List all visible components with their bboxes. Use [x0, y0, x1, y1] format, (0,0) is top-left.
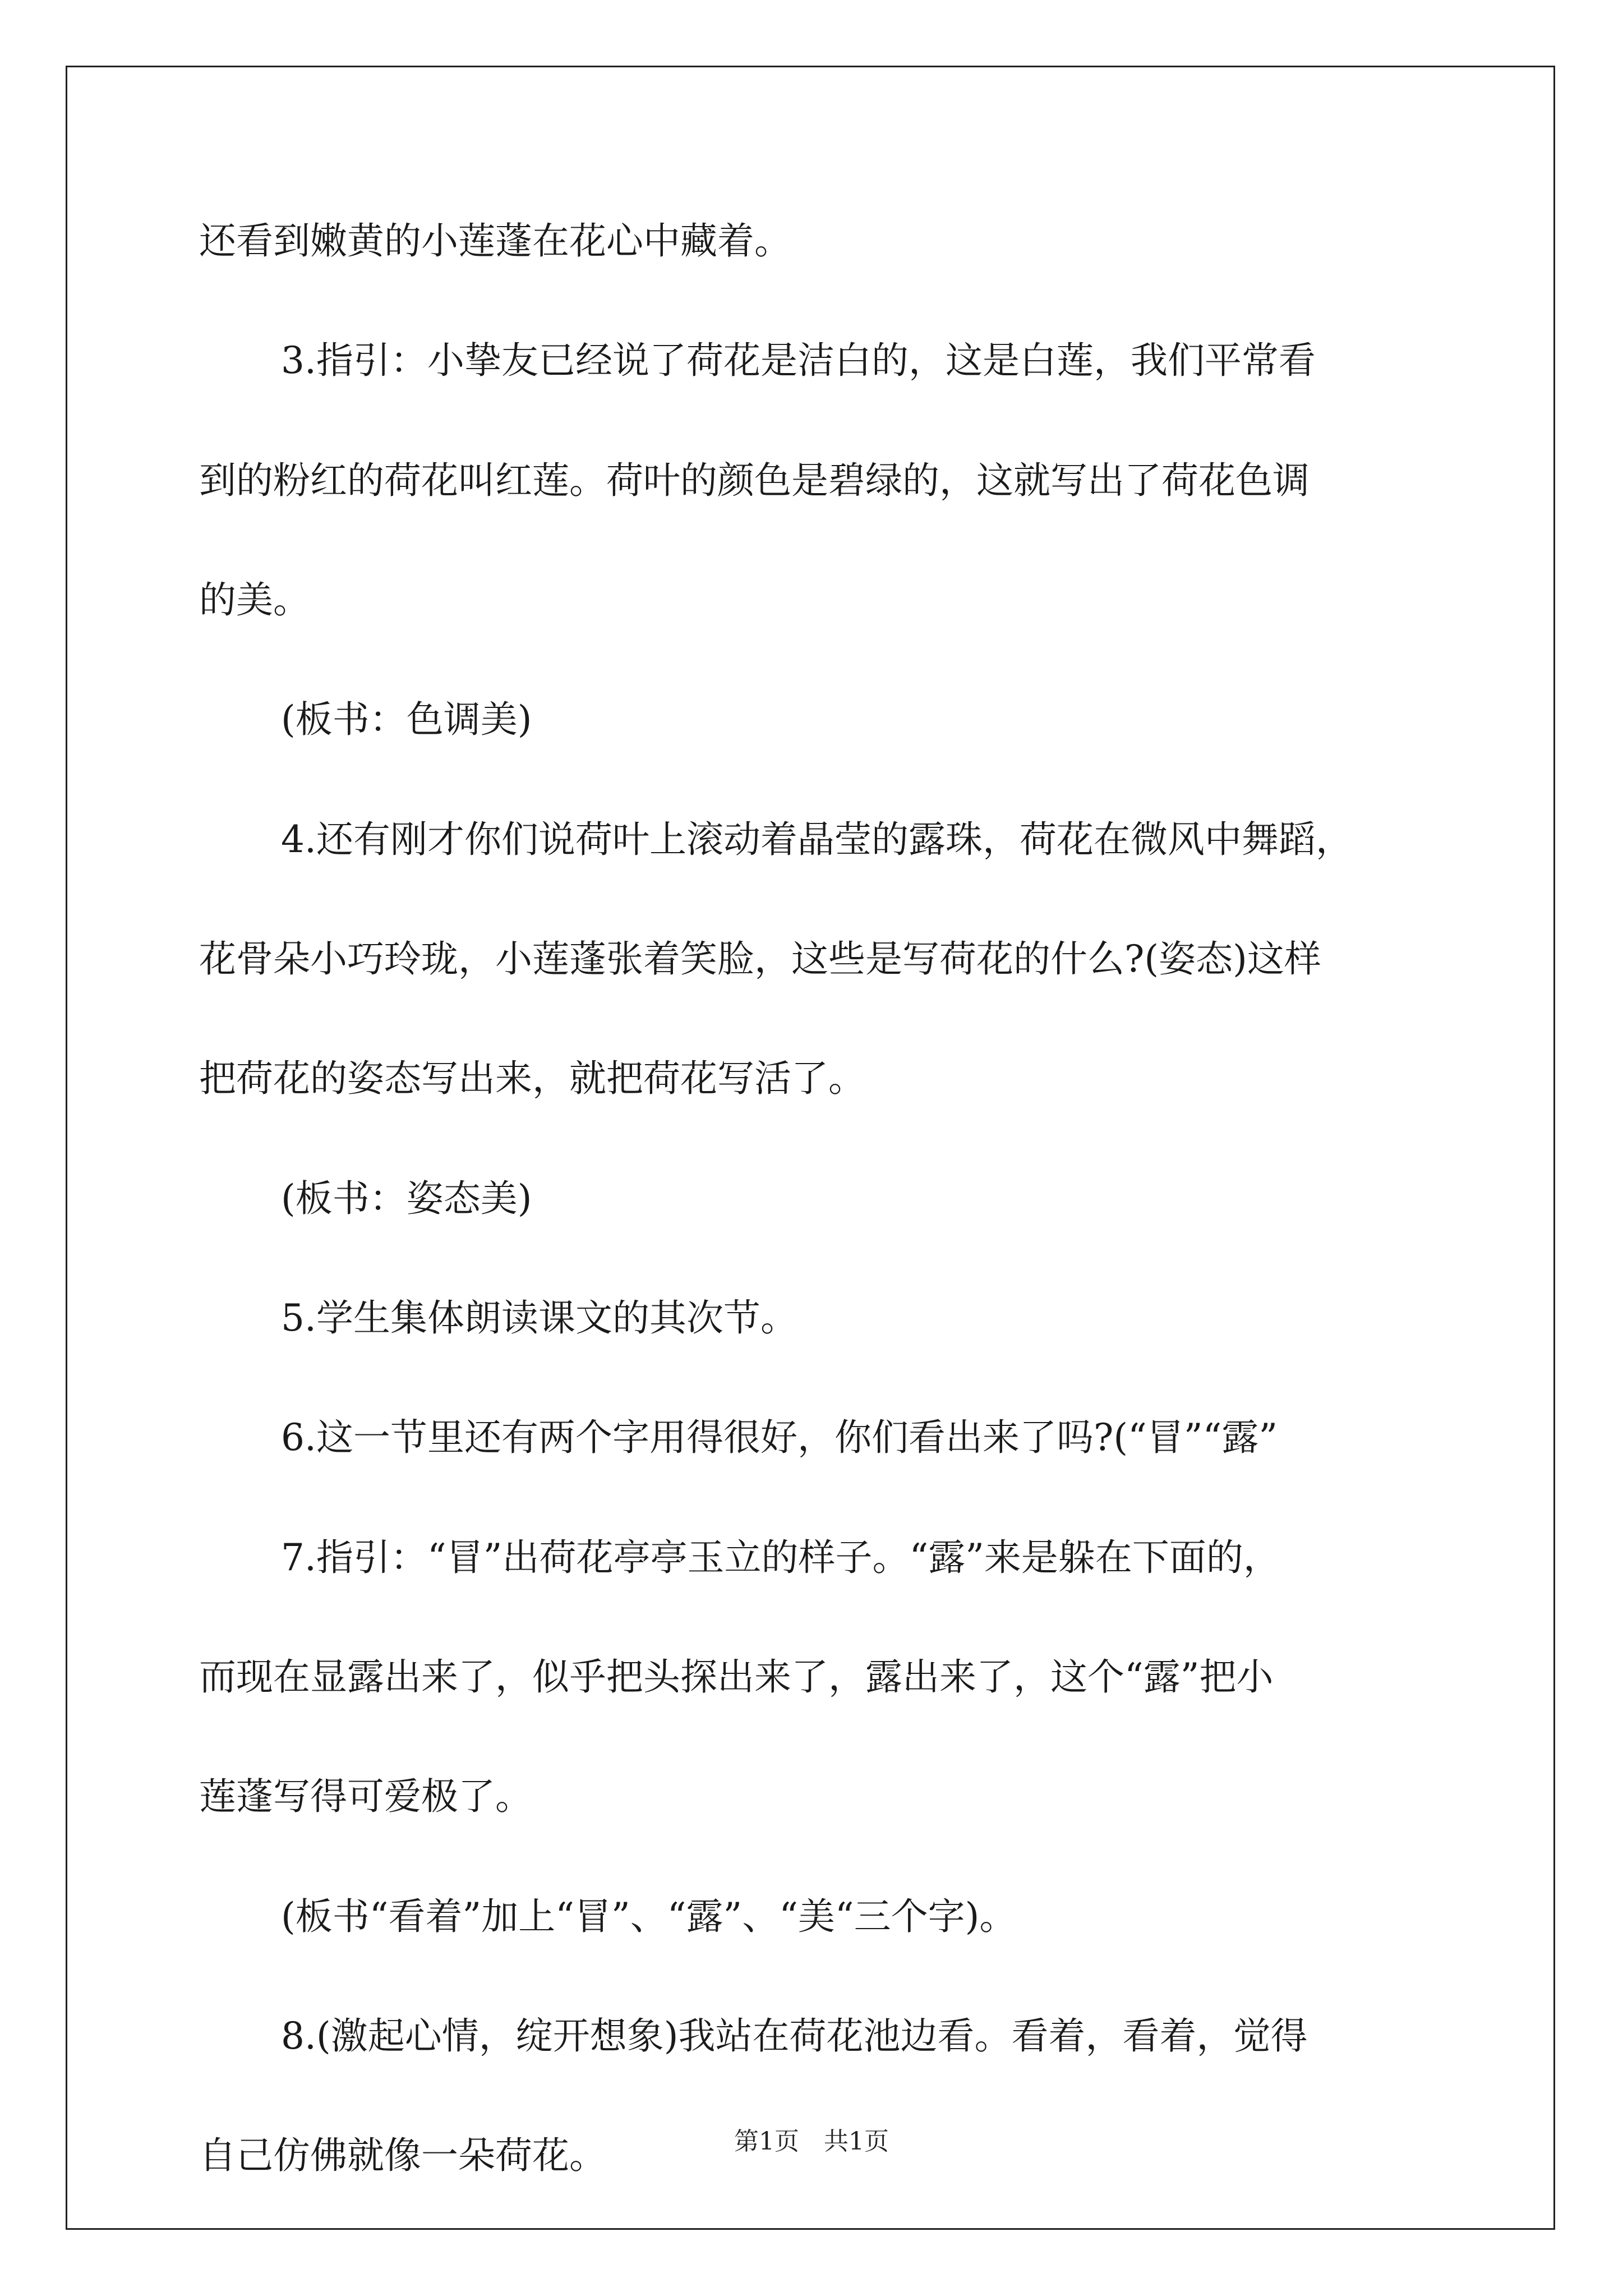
text-line-15: (板书“看着”加上“冒”、“露”、“美“三个字)。 — [281, 1895, 1017, 1938]
text-line-2: 3.指引：小挚友已经说了荷花是洁白的，这是白莲，我们平常看 — [281, 339, 1316, 382]
text-line-13: 而现在显露出来了，似乎把头探出来了，露出来了，这个“露”把小 — [199, 1655, 1274, 1699]
text-line-6: 4.还有刚才你们说荷叶上滚动着晶莹的露珠，荷花在微风中舞蹈， — [281, 818, 1353, 861]
text-line-8: 把荷花的姿态写出来，就把荷花写活了。 — [199, 1057, 865, 1100]
text-line-14: 莲蓬写得可爱极了。 — [199, 1775, 532, 1818]
text-line-4: 的美。 — [199, 578, 310, 622]
text-line-16: 8.(激起心情，绽开想象)我站在荷花池边看。看着，看着，觉得 — [281, 2014, 1308, 2058]
text-line-10: 5.学生集体朗读课文的其次节。 — [281, 1296, 797, 1340]
text-line-9: (板书：姿态美) — [281, 1177, 532, 1220]
text-line-1: 还看到嫩黄的小莲蓬在花心中藏着。 — [199, 219, 791, 263]
text-line-5: (板书：色调美) — [281, 698, 532, 741]
text-line-12: 7.指引：“冒”出荷花亭亭玉立的样子。“露”来是躲在下面的， — [281, 1536, 1280, 1579]
text-line-3: 到的粉红的荷花叫红莲。荷叶的颜色是碧绿的，这就写出了荷花色调 — [199, 459, 1310, 502]
text-line-7: 花骨朵小巧玲珑，小莲蓬张着笑脸，这些是写荷花的什么?(姿态)这样 — [199, 937, 1321, 981]
page-footer: 第1页 共1页 — [734, 2127, 889, 2156]
text-line-11: 6.这一节里还有两个字用得很好，你们看出来了吗?(“冒”“露” — [281, 1416, 1278, 1459]
text-line-17: 自己仿佛就像一朵荷花。 — [199, 2134, 606, 2177]
